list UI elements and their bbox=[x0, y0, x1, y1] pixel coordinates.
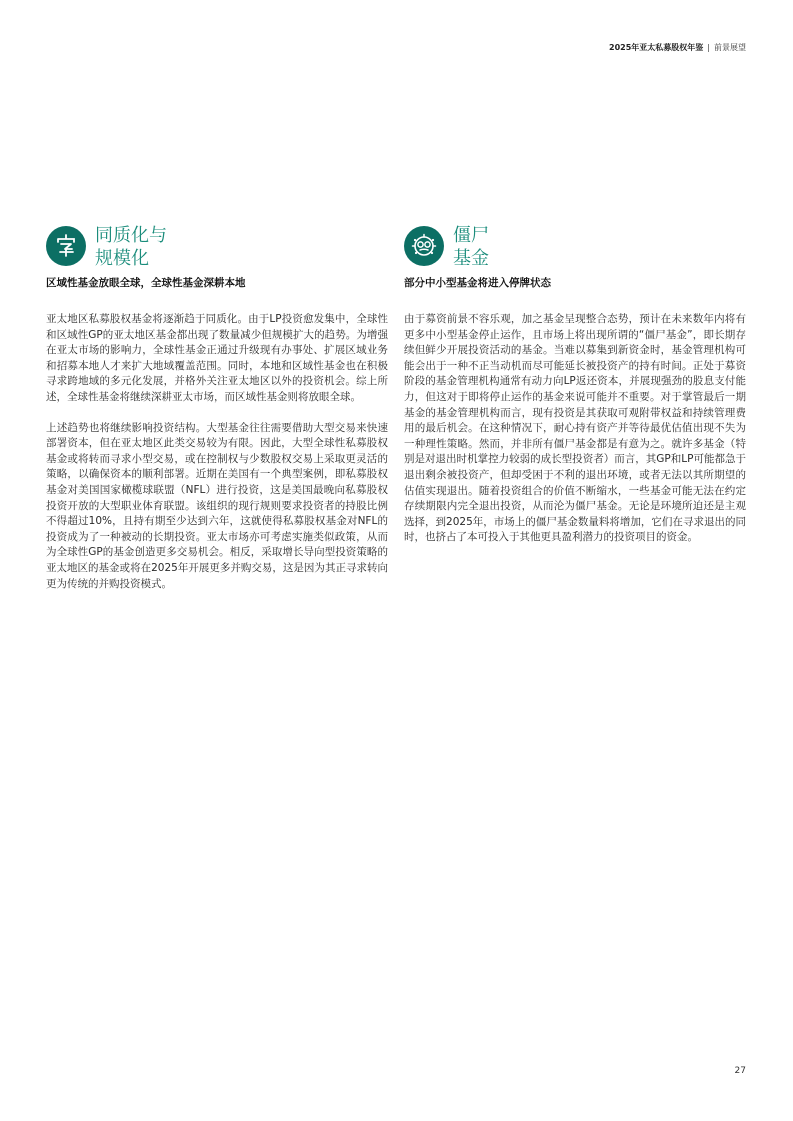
section-title bbox=[453, 224, 489, 270]
zombie-fund-icon bbox=[404, 226, 444, 266]
section-subheading: 区域性基金放眼全球，全球性基金深耕本地 bbox=[46, 277, 246, 289]
report-title: 2025年亚太私募股权年鉴 bbox=[609, 43, 704, 52]
section-subheading: 部分中小型基金将进入停牌状态 bbox=[404, 277, 551, 289]
zombie-fund-section bbox=[404, 224, 746, 546]
homogeneity-section bbox=[46, 224, 388, 592]
title-line-2: 基金 bbox=[453, 248, 489, 269]
section-header bbox=[46, 224, 388, 270]
page-number: 27 bbox=[734, 1066, 746, 1076]
title-line-2: 规模化 bbox=[95, 248, 149, 269]
section-name: 前景展望 bbox=[714, 43, 746, 52]
body-paragraph: 上述趋势也将继续影响投资结构。大型基金往往需要借助大型交易来快速部署资本，但在亚太地区此类交易较为有限。因此，大型全球性私募股权基金或将转而寻求小型交易，或在控制权与少数股权交易上采取更灵活的策略，以确保资本的顺利部署。近期在美国有一个典型案例，即私募股权基金对美国国家橄榄球联盟（NFL）进行投资，这是美国最晚向私募股权投资开放的大型职业体育联盟。该组织的现行规则要求投资者的持股比例不得超过10%，且持有期至少达到六年，这就使得私募股权基金对NFL的投资成为了一种被动的长期投资。亚太市场亦可考虑实施类似政策，从而为全球性GP的基金创造更多交易机会。相反，采取增长导向型投资策略的亚太地区的基金或将在2025年开展更多并购交易，这是因为其正寻求转向更为传统的并购投资模式。 bbox=[46, 421, 388, 590]
section-header bbox=[404, 224, 746, 270]
homogeneity-icon bbox=[46, 226, 86, 266]
running-header bbox=[609, 42, 746, 53]
header-separator: | bbox=[707, 43, 710, 52]
title-line-1: 僵尸 bbox=[453, 225, 489, 246]
body-paragraph: 亚太地区私募股权基金将逐渐趋于同质化。由于LP投资愈发集中，全球性和区域性GP的亚太地区基金都出现了数量减少但规模扩大的趋势。为增强在亚太市场的影响力，全球性基金正通过升级现有办事处、扩展区域业务和招募本地人才来扩大地域覆盖范围。同时，本地和区域性基金也在积极寻求跨地域的多元化发展，并格外关注亚太地区以外的投资机会。综上所述，全球性基金将继续深耕亚太市场，而区域性基金则将放眼全球。 bbox=[46, 313, 388, 403]
section-title bbox=[95, 224, 167, 270]
body-paragraph: 由于募资前景不容乐观，加之基金呈现整合态势，预计在未来数年内将有更多中小型基金停止运作，且市场上将出现所谓的“僵尸基金”，即长期存续但鲜少开展投资活动的基金。当难以募集到新资金时，基金管理机构可能会出于一种不正当动机而尽可能延长被投资产的持有时间。正处于募资阶段的基金管理机构通常有动力向LP返还资本，并展现强劲的股息支付能力，但这对于即将停止运作的基金来说可能并不重要。对于掌管最后一期基金的基金管理机构而言，现有投资是其获取可观附带权益和持续管理费用的最后机会。在这种情况下，耐心持有资产并等待最优估值出现不失为一种理性策略。然而，并非所有僵尸基金都是有意为之。就许多基金（特别是对退出时机掌控力较弱的成长型投资者）而言，其GP和LP可能都急于退出剩余被投资产，但却受困于不利的退出环境，或者无法以其所期望的估值实现退出。随着投资组合的价值不断缩水，一些基金可能无法在约定存续期限内完全退出投资，从而沦为僵尸基金。无论是环境所迫还是主观选择，到2025年，市场上的僵尸基金数量料将增加，它们在寻求退出的同时，也挤占了本可投入于其他更具盈利潜力的投资项目的资金。 bbox=[404, 313, 746, 544]
title-line-1: 同质化与 bbox=[95, 225, 167, 246]
